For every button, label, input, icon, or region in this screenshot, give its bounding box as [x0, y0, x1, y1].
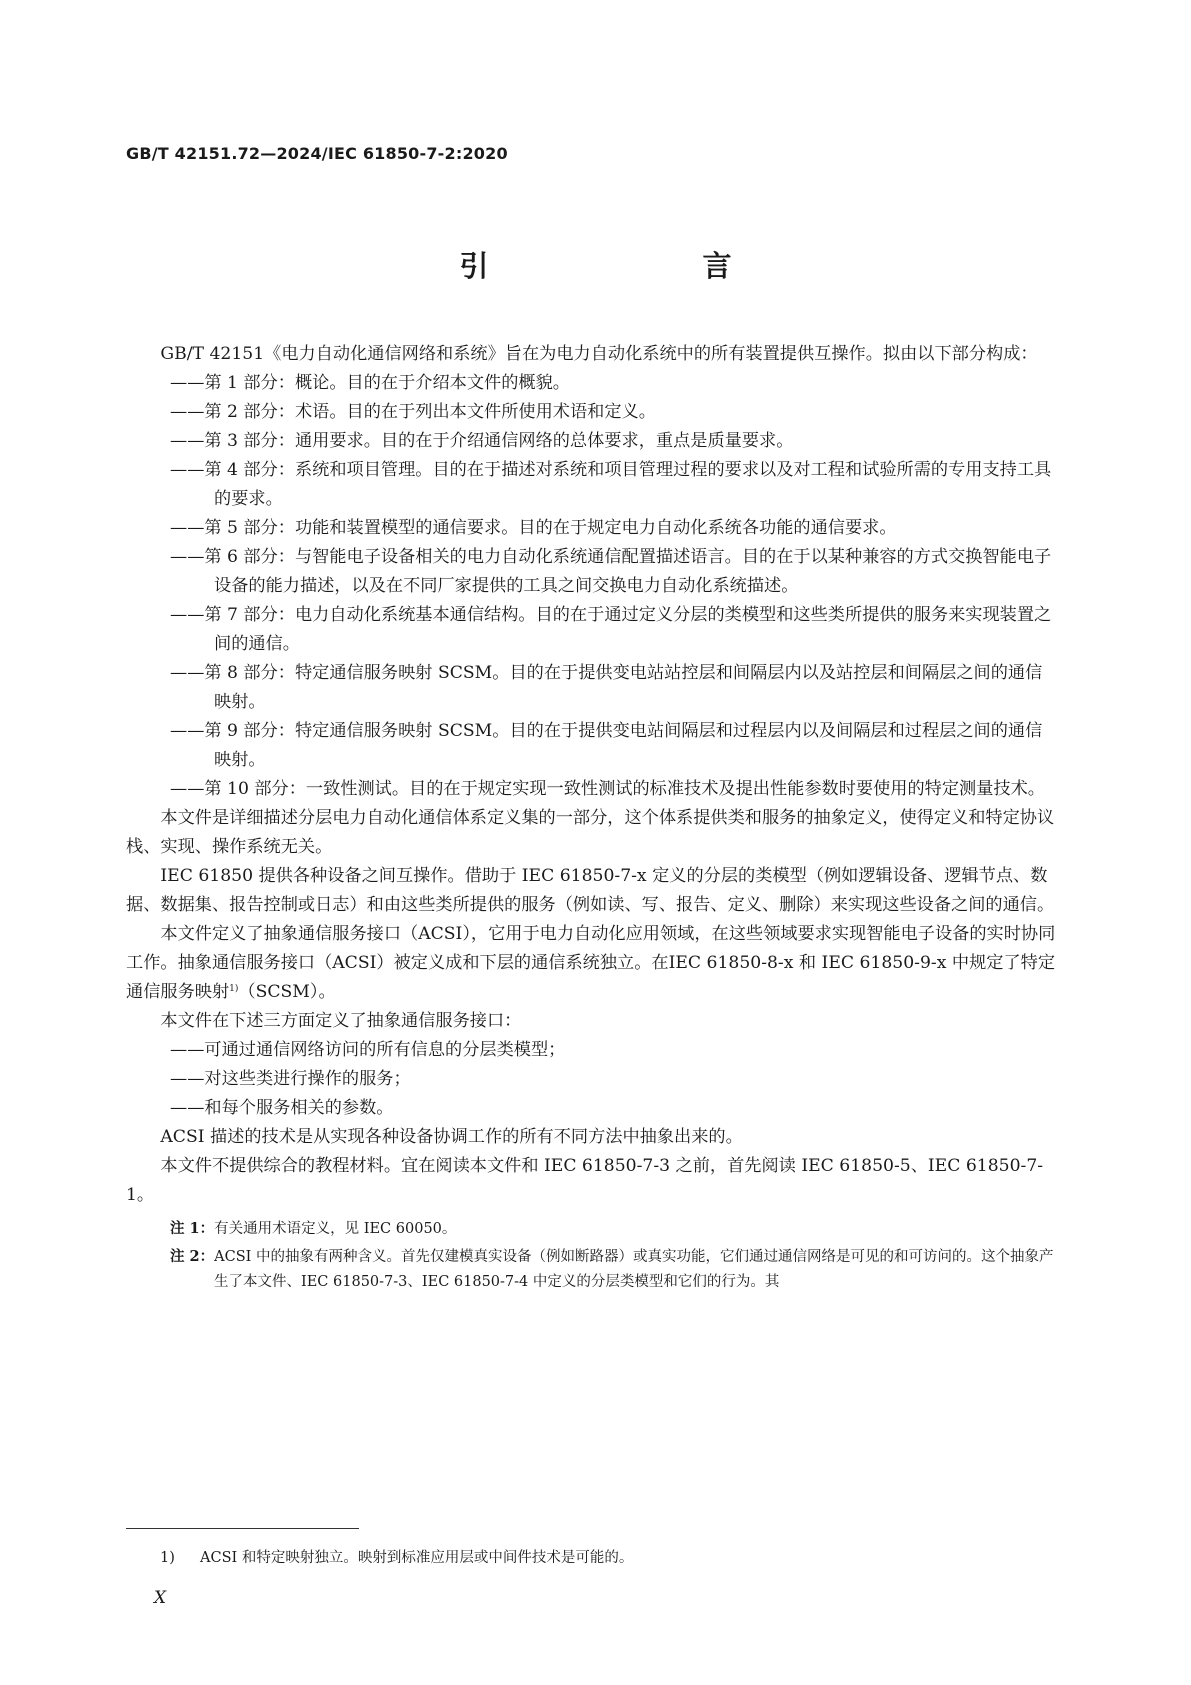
footnote-mark: 1) [160, 1550, 175, 1566]
paragraph-acsi [126, 920, 1058, 1007]
paragraph-acsi-text: 本文件定义了抽象通信服务接口（ACSI），它用于电力自动化应用领域，在这些领域要求实现智能电子设备的实时协同工作。抽象通信服务接口（ACSI）被定义成和下层的通信系统独立。在IEC 61850-8-x 和 IEC 61850-9-x 中规定了特定通信服务映射 [126, 924, 1056, 1002]
footnote [160, 1548, 633, 1568]
paragraph-scope: 本文件是详细描述分层电力自动化通信体系定义集的一部分，这个体系提供类和服务的抽象定义，使得定义和特定协议栈、实现、操作系统无关。 [126, 808, 1055, 857]
list-item-part-3: ——第 3 部分：通用要求。目的在于介绍通信网络的总体要求，重点是质量要求。 [170, 431, 794, 451]
footnote-divider [126, 1528, 359, 1529]
list-item-aspect-2: ——对这些类进行操作的服务； [170, 1069, 411, 1089]
paragraph-interoperability: IEC 61850 提供各种设备之间互操作。借助于 IEC 61850-7-x 定义的分层的类模型（例如逻辑设备、逻辑节点、数据、数据集、报告控制或日志）和由这些类所提供的服务（例如读、写、报告、定义、删除）来实现这些设备之间的通信。 [126, 866, 1055, 915]
note-1-text: 有关通用术语定义，见 IEC 60050。 [214, 1221, 457, 1237]
standard-number: GB/T 42151.72—2024/IEC 61850-7-2:2020 [126, 144, 508, 163]
paragraph-aspects-intro: 本文件在下述三方面定义了抽象通信服务接口： [160, 1011, 522, 1031]
page-number: X [154, 1588, 167, 1608]
note-2-text: ACSI 中的抽象有两种含义。首先仅建模真实设备（例如断路器）或真实功能，它们通过通信网络是可见的和可访问的。这个抽象产生了本文件、IEC 61850-7-3、IEC 61850-7-4 中定义的分层类模型和它们的行为。其 [214, 1249, 1054, 1290]
note-1 [126, 1216, 1058, 1242]
list-item-part-5: ——第 5 部分：功能和装置模型的通信要求。目的在于规定电力自动化系统各功能的通信要求。 [170, 518, 897, 538]
list-item-part-9: ——第 9 部分：特定通信服务映射 SCSM。目的在于提供变电站间隔层和过程层内以及间隔层和过程层之间的通信映射。 [170, 721, 1043, 770]
page-title: 引 言 [459, 249, 784, 283]
list-item-part-4: ——第 4 部分：系统和项目管理。目的在于描述对系统和项目管理过程的要求以及对工程和试验所需的专用支持工具的要求。 [170, 460, 1052, 509]
list-item-aspect-3: ——和每个服务相关的参数。 [170, 1098, 394, 1118]
list-item-part-6: ——第 6 部分：与智能电子设备相关的电力自动化系统通信配置描述语言。目的在于以某种兼容的方式交换智能电子设备的能力描述，以及在不同厂家提供的工具之间交换电力自动化系统描述。 [170, 547, 1052, 596]
paragraph-reading-advice: 本文件不提供综合的教程材料。宜在阅读本文件和 IEC 61850-7-3 之前，首先阅读 IEC 61850-5、IEC 61850-7-1。 [126, 1156, 1044, 1205]
list-item-part-2: ——第 2 部分：术语。目的在于列出本文件所使用术语和定义。 [170, 402, 656, 422]
intro-paragraph: GB/T 42151《电力自动化通信网络和系统》旨在为电力自动化系统中的所有装置提供互操作。拟由以下部分构成： [160, 344, 1038, 364]
list-item-aspect-1: ——可通过通信网络访问的所有信息的分层类模型； [170, 1040, 566, 1060]
footnote-reference[interactable]: 1) [229, 984, 239, 994]
main-content [126, 340, 1058, 1295]
list-item-part-1: ——第 1 部分：概论。目的在于介绍本文件的概貌。 [170, 373, 570, 393]
note-1-label: 注 1： [170, 1220, 215, 1237]
list-item-part-10: ——第 10 部分：一致性测试。目的在于规定实现一致性测试的标准技术及提出性能参数时要使用的特定测量技术。 [170, 779, 1045, 799]
paragraph-acsi-abstraction: ACSI 描述的技术是从实现各种设备协调工作的所有不同方法中抽象出来的。 [160, 1127, 743, 1147]
note-2-label: 注 2： [170, 1248, 215, 1265]
list-item-part-8: ——第 8 部分：特定通信服务映射 SCSM。目的在于提供变电站站控层和间隔层内以及站控层和间隔层之间的通信映射。 [170, 663, 1043, 712]
list-item-part-7: ——第 7 部分：电力自动化系统基本通信结构。目的在于通过定义分层的类模型和这些类所提供的服务来实现装置之间的通信。 [170, 605, 1052, 654]
paragraph-acsi-tail: （SCSM）。 [238, 982, 336, 1002]
note-2 [126, 1244, 1058, 1295]
footnote-text: ACSI 和特定映射独立。映射到标准应用层或中间件技术是可能的。 [200, 1550, 634, 1566]
